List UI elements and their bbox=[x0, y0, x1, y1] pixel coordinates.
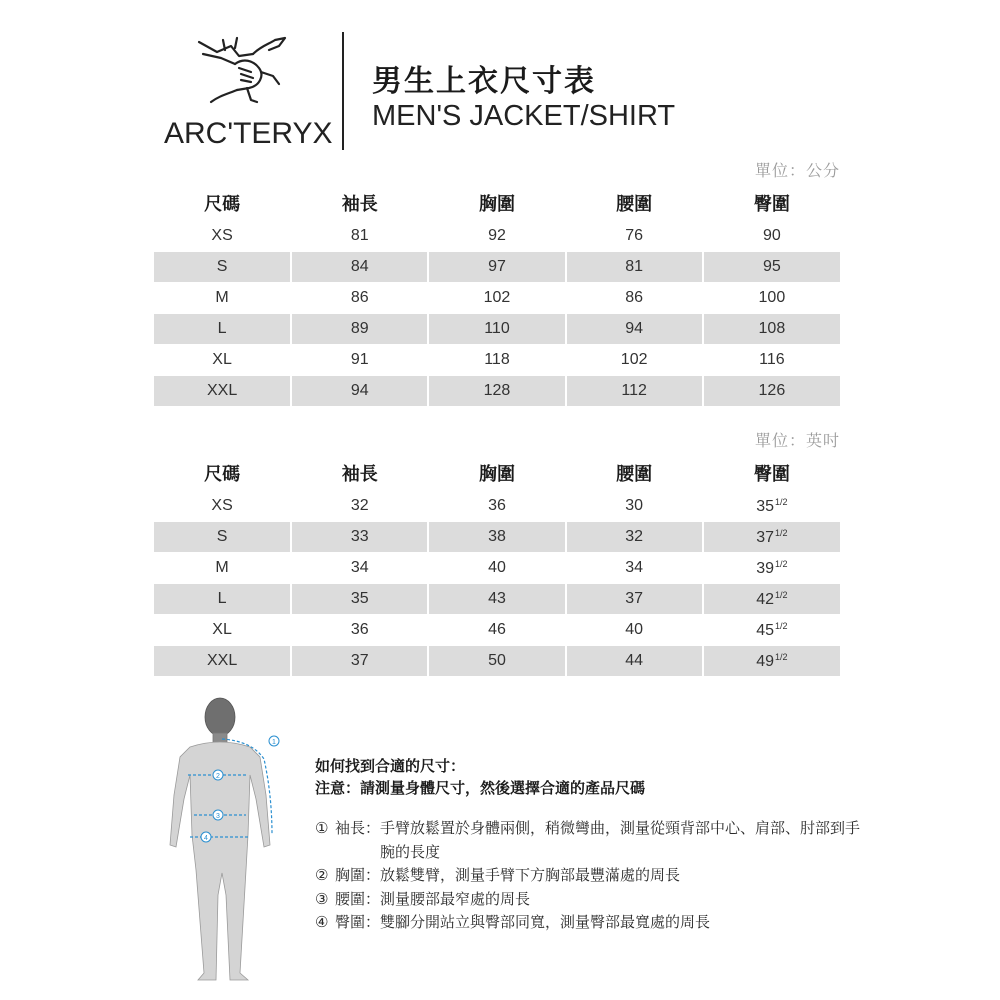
cell-size: M bbox=[215, 559, 229, 576]
table-header-row bbox=[154, 185, 840, 221]
fraction: 1/2 bbox=[775, 558, 788, 569]
cell-sleeve: 94 bbox=[291, 376, 428, 407]
col-header-waist: 腰圍 bbox=[566, 455, 703, 491]
item-text: 放鬆雙臂，測量手臂下方胸部最豐滿處的周長 bbox=[380, 866, 681, 884]
marker-1 bbox=[269, 736, 279, 746]
cell-hip: 100 bbox=[703, 283, 840, 314]
fraction: 1/2 bbox=[775, 496, 788, 507]
cell-hip: 126 bbox=[703, 376, 840, 407]
cell-size: XL bbox=[212, 621, 232, 638]
cell-sleeve: 32 bbox=[291, 491, 428, 522]
svg-text:3: 3 bbox=[216, 813, 220, 820]
guide-heading: 如何找到合適的尺寸： bbox=[315, 757, 466, 775]
col-header-waist: 腰圍 bbox=[566, 185, 703, 221]
marker-4 bbox=[201, 832, 211, 842]
cell-waist: 34 bbox=[566, 553, 703, 584]
cell-hip: $39^{1/2}$ bbox=[703, 553, 840, 584]
item-number: ④ bbox=[315, 913, 329, 931]
cell-chest: 40 bbox=[428, 553, 565, 584]
cell-hip: $45^{1/2}$ bbox=[703, 615, 840, 646]
cell-sleeve: 89 bbox=[291, 314, 428, 345]
cell-waist: 112 bbox=[566, 376, 703, 407]
cell-size: L bbox=[154, 584, 291, 615]
item-label: 胸圍： bbox=[335, 866, 381, 884]
archaeopteryx-logo-icon bbox=[195, 32, 295, 104]
measuring-guide bbox=[315, 755, 875, 935]
cell-chest: 46 bbox=[428, 615, 565, 646]
item-label: 袖長： bbox=[335, 819, 381, 837]
svg-text:1: 1 bbox=[272, 739, 276, 746]
item-text: 手臂放鬆置於身體兩側，稍微彎曲，測量從頸背部中心、肩部、肘部到手腕的長度 bbox=[380, 819, 861, 861]
table-row bbox=[154, 376, 840, 407]
cell-size: S bbox=[154, 252, 291, 283]
cell-chest: 97 bbox=[428, 252, 565, 283]
col-header-hip: 臀圍 bbox=[703, 455, 840, 491]
cell-hip: 90 bbox=[703, 221, 840, 252]
cell-hip: 95 bbox=[703, 252, 840, 283]
table-header-row bbox=[154, 455, 840, 491]
size-table-cm bbox=[154, 185, 840, 407]
cell-sleeve: 84 bbox=[291, 252, 428, 283]
table-row bbox=[154, 221, 840, 252]
cell-waist: 37 bbox=[566, 584, 703, 615]
cell-waist: 30 bbox=[566, 491, 703, 522]
cell-hip: $37^{1/2}$ bbox=[703, 522, 840, 553]
cell-sleeve: 36 bbox=[291, 615, 428, 646]
cell-waist: 76 bbox=[566, 221, 703, 252]
cell-hip: $49^{1/2}$ bbox=[703, 646, 840, 677]
item-number: ② bbox=[315, 866, 329, 884]
fraction: 1/2 bbox=[775, 620, 788, 631]
table-row bbox=[154, 491, 840, 522]
cell-size: XXL bbox=[154, 376, 291, 407]
table-row bbox=[154, 646, 840, 677]
cell-size: S bbox=[154, 522, 291, 553]
cell-chest: 50 bbox=[428, 646, 565, 677]
item-label: 腰圍： bbox=[335, 889, 381, 908]
col-header-size: 尺碼 bbox=[204, 464, 241, 485]
cell-hip: 116 bbox=[703, 345, 840, 376]
item-number: ③ bbox=[315, 889, 329, 908]
header bbox=[150, 20, 850, 150]
cell-hip: $42^{1/2}$ bbox=[703, 584, 840, 615]
cell-sleeve: 33 bbox=[291, 522, 428, 553]
cell-size: XXL bbox=[154, 646, 291, 677]
cell-waist: 94 bbox=[566, 314, 703, 345]
marker-3 bbox=[213, 810, 223, 820]
col-header-sleeve: 袖長 bbox=[291, 185, 428, 221]
cell-waist: 32 bbox=[566, 522, 703, 553]
item-text: 雙腳分開站立與臀部同寬，測量臀部最寬處的周長 bbox=[380, 913, 711, 931]
header-divider bbox=[342, 32, 344, 150]
guide-item-waist bbox=[315, 888, 875, 912]
cell-chest: 92 bbox=[428, 221, 565, 252]
unit-label-inch: 單位：英吋 bbox=[754, 431, 840, 450]
table-row bbox=[154, 522, 840, 553]
cell-sleeve: 91 bbox=[291, 345, 428, 376]
col-header-sleeve: 袖長 bbox=[291, 455, 428, 491]
col-header-hip: 臀圍 bbox=[703, 185, 840, 221]
fraction: 1/2 bbox=[775, 651, 788, 662]
cell-hip: 108 bbox=[703, 314, 840, 345]
guide-item-hip bbox=[315, 911, 875, 935]
col-header-chest: 胸圍 bbox=[428, 185, 565, 221]
guide-item-chest bbox=[315, 864, 875, 888]
body-measurement-figure bbox=[160, 695, 290, 985]
cell-sleeve: 81 bbox=[291, 221, 428, 252]
marker-2 bbox=[213, 770, 223, 780]
item-number: ① bbox=[315, 819, 329, 837]
svg-text:4: 4 bbox=[204, 835, 208, 842]
fraction: 1/2 bbox=[775, 527, 788, 538]
table-row bbox=[154, 314, 840, 345]
page-title: 男生上衣尺寸表 bbox=[372, 64, 596, 99]
col-header-chest: 胸圍 bbox=[428, 455, 565, 491]
cell-size: XS bbox=[211, 497, 233, 514]
guide-item-sleeve bbox=[315, 817, 875, 864]
cell-waist: 81 bbox=[566, 252, 703, 283]
cell-waist: 102 bbox=[566, 345, 703, 376]
table-row bbox=[154, 615, 840, 646]
cell-sleeve: 86 bbox=[291, 283, 428, 314]
cell-waist: 44 bbox=[566, 646, 703, 677]
cell-chest: 102 bbox=[428, 283, 565, 314]
cell-chest: 118 bbox=[428, 345, 565, 376]
cell-waist: 86 bbox=[566, 283, 703, 314]
cell-size: M bbox=[215, 289, 229, 306]
cell-chest: 43 bbox=[428, 584, 565, 615]
cell-hip: $35^{1/2}$ bbox=[703, 491, 840, 522]
col-header-size: 尺碼 bbox=[204, 194, 241, 215]
fraction: 1/2 bbox=[775, 589, 788, 600]
table-row bbox=[154, 553, 840, 584]
table-row bbox=[154, 252, 840, 283]
cell-chest: 128 bbox=[428, 376, 565, 407]
item-label: 臀圍： bbox=[335, 913, 381, 931]
cell-sleeve: 37 bbox=[291, 646, 428, 677]
cell-size: L bbox=[154, 314, 291, 345]
unit-label-cm: 單位：公分 bbox=[754, 161, 840, 180]
cell-size: XL bbox=[212, 351, 232, 368]
svg-text:2: 2 bbox=[216, 773, 220, 780]
cell-size: XS bbox=[211, 227, 233, 244]
guide-note: 注意：請測量身體尺寸，然後選擇合適的產品尺碼 bbox=[315, 779, 646, 797]
cell-chest: 38 bbox=[428, 522, 565, 553]
cell-chest: 110 bbox=[428, 314, 565, 345]
cell-sleeve: 35 bbox=[291, 584, 428, 615]
item-text: 測量腰部最窄處的周長 bbox=[380, 889, 531, 908]
page-subtitle: MEN'S JACKET/SHIRT bbox=[372, 100, 676, 132]
size-table-inch bbox=[154, 455, 840, 677]
table-row bbox=[154, 283, 840, 314]
cell-sleeve: 34 bbox=[291, 553, 428, 584]
table-row bbox=[154, 345, 840, 376]
brand-logo-text: ARC'TERYX bbox=[164, 117, 333, 150]
cell-waist: 40 bbox=[566, 615, 703, 646]
cell-chest: 36 bbox=[428, 491, 565, 522]
table-row bbox=[154, 584, 840, 615]
